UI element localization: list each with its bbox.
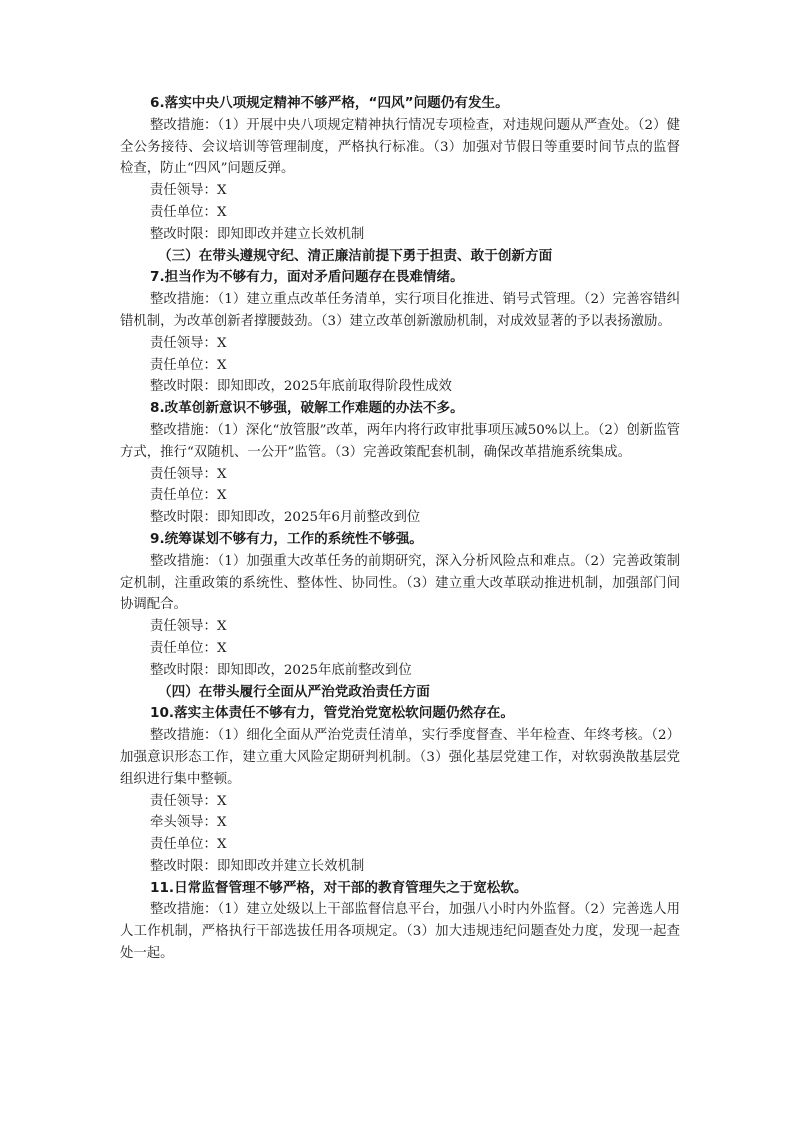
responsible-unit: 责任单位：X — [150, 837, 227, 853]
document-body — [120, 93, 680, 965]
lead-leader: 牵头领导：X — [150, 815, 227, 831]
rectification-measures: 整改措施：（1）深化“放管服”改革，两年内将行政审批事项压减50%以上。（2）创新监管方式，推行“双随机、一公开”监管。（3）完善政策配套机制，确保改革措施系统集成。 — [120, 422, 680, 460]
responsible-leader: 责任领导：X — [150, 793, 227, 809]
responsible-unit: 责任单位：X — [150, 640, 227, 656]
rectification-measures: 整改措施：（1）加强重大改革任务的前期研究，深入分析风险点和难点。（2）完善政策制定机制，注重政策的系统性、整体性、协同性。（3）建立重大改革联动推进机制，加强部门间协调配合。 — [120, 553, 680, 613]
responsible-unit: 责任单位：X — [150, 204, 227, 220]
responsible-unit: 责任单位：X — [150, 488, 227, 504]
rectification-measures: 整改措施：（1）建立处级以上干部监督信息平台，加强八小时内外监督。（2）完善选人用人工作机制，严格执行干部选拔任用各项规定。（3）加大违规违纪问题查处力度，发现一起查处一起。 — [120, 902, 680, 962]
issue-heading: 11.日常监督管理不够严格，对干部的教育管理失之于宽松软。 — [150, 879, 528, 896]
deadline: 整改时限：即知即改，2025年底前整改到位 — [150, 662, 412, 678]
deadline: 整改时限：即知即改并建立长效机制 — [150, 226, 365, 242]
issue-heading: 8.改革创新意识不够强，破解工作难题的办法不多。 — [150, 400, 464, 417]
rectification-measures: 整改措施：（1）开展中央八项规定精神执行情况专项检查，对违规问题从严查处。（2）健全公务接待、会议培训等管理制度，严格执行标准。（3）加强对节假日等重要时间节点的监督检查，防止“四风”问题反弹。 — [120, 117, 680, 177]
issue-heading: 6.落实中央八项规定精神不够严格，“四风”问题仍有发生。 — [150, 95, 509, 111]
responsible-unit: 责任单位：X — [150, 357, 227, 373]
issue-heading: 10.落实主体责任不够有力，管党治党宽松软问题仍然存在。 — [150, 705, 514, 722]
issue-heading: 9.统筹谋划不够有力，工作的系统性不够强。 — [150, 530, 423, 547]
deadline: 整改时限：即知即改，2025年6月前整改到位 — [150, 510, 421, 526]
issue-heading: 7.担当作为不够有力，面对矛盾问题存在畏难情绪。 — [150, 269, 464, 286]
responsible-leader: 责任领导：X — [150, 335, 227, 351]
rectification-measures: 整改措施：（1）细化全面从严治党责任清单，实行季度督查、半年检查、年终考核。（2）加强意识形态工作，建立重大风险定期研判机制。（3）强化基层党建工作，对软弱涣散基层党组织进行集中整顿。 — [120, 728, 680, 787]
responsible-leader: 责任领导：X — [150, 619, 227, 635]
section-heading: （四）在带头履行全面从严治党政治责任方面 — [158, 683, 430, 700]
deadline: 整改时限：即知即改并建立长效机制 — [150, 858, 365, 874]
responsible-leader: 责任领导：X — [150, 466, 227, 482]
deadline: 整改时限：即知即改，2025年底前取得阶段性成效 — [150, 379, 452, 395]
section-heading: （三）在带头遵规守纪、清正廉洁前提下勇于担责、敢于创新方面 — [158, 247, 553, 264]
responsible-leader: 责任领导：X — [150, 183, 227, 199]
rectification-measures: 整改措施：（1）建立重点改革任务清单，实行项目化推进、销号式管理。（2）完善容错纠错机制，为改革创新者撑腰鼓劲。（3）建立改革创新激励机制，对成效显著的予以表扬激励。 — [120, 292, 680, 329]
